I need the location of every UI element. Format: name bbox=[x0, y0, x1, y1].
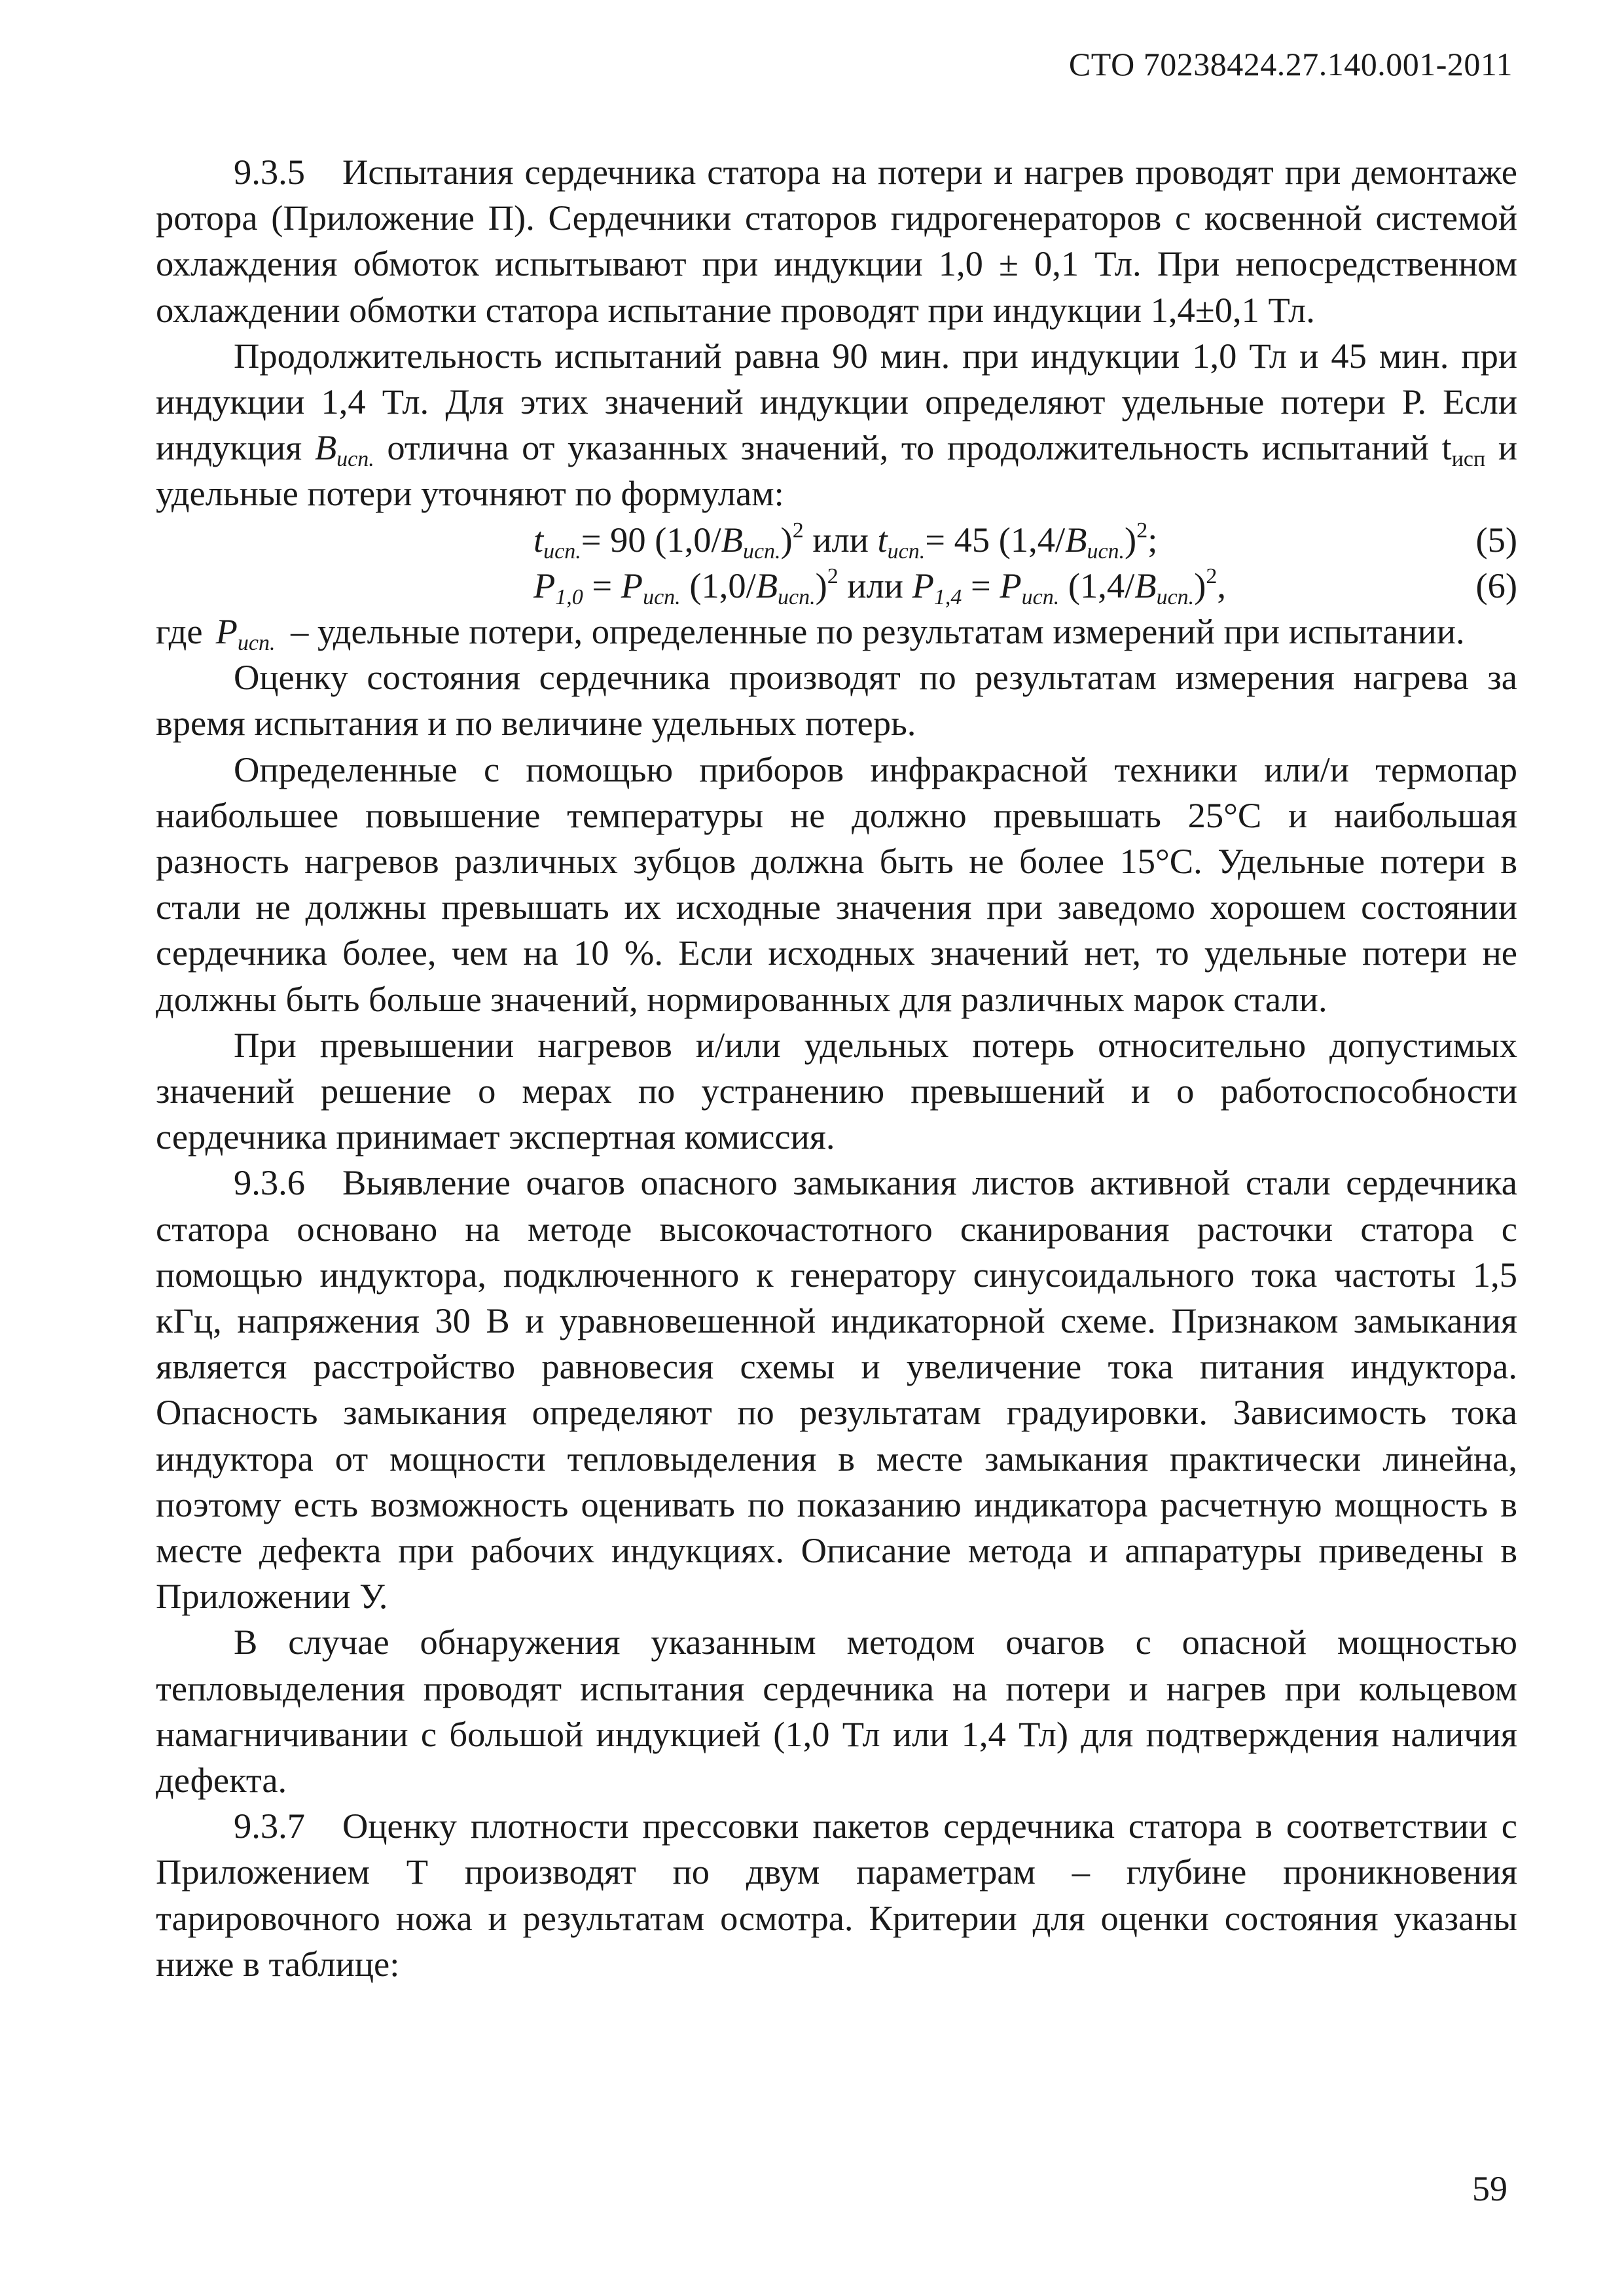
section-9-3-7 bbox=[156, 1803, 1517, 1987]
page-number: 59 bbox=[1472, 2169, 1507, 2208]
document-code: СТО 70238424.27.140.001-2011 bbox=[1068, 46, 1513, 82]
formula-5-expression: $t_{исп.}= 90$ $(1,0/B_{исп.})^2$ или $t_{исп.}= 45$ $(1,4/B_{исп.})^2$; bbox=[533, 518, 1158, 564]
section-text: Оценку плотности прессовки пакетов сердечника статора в соответствии с Приложением Т производят по двум параметрам – глубине проникновения тарировочного ножа и результатам осмотра. Критерии для оценки состояния указаны ниже в таблице: bbox=[156, 1806, 1517, 1984]
section-text: Выявление очагов опасного замыкания листов активной стали сердечника статора основано на методе высокочастотного сканирования расточки статора с помощью индуктора, подключенного к генератору синусоидального тока частоты 1,5 кГц, напряжения 30 В и уравновешенной индикаторной схеме. Признаком замыкания является расстройство равновесия схемы и увеличение тока питания индуктора. Опасность замыкания определяют по результатам градуировки. Зависимость тока индуктора от мощности тепловыделения в месте замыкания практически линейна, поэтому есть возможность оценивать по показанию индикатора расчетную мощность в месте дефекта при рабочих индукциях. Описание метода и аппаратуры приведены в Приложении У. bbox=[156, 1162, 1517, 1617]
section-number: 9.3.7 bbox=[234, 1806, 305, 1846]
formula-6-expression: $P_{1,0} = P_{исп.}$ $(1,0/B_{исп.})^2$ или $P_{1,4} = P_{исп.}$ $(1,4/B_{исп.})^2$, bbox=[533, 564, 1226, 609]
section-text: Испытания сердечника статора на потери и нагрев проводят при демонтаже ротора (Приложение П). Сердечники статоров гидрогенераторов с косвенной системой охлаждения обмоток испытывают при индукции 1,0 ± 0,1 Тл. При непосредственном охлаждении обмотки статора испытание проводят при индукции 1,4±0,1 Тл. bbox=[156, 152, 1517, 330]
section-number: 9.3.6 bbox=[234, 1162, 305, 1203]
equation-number-5: (5) bbox=[1475, 519, 1517, 560]
section-9-3-6 bbox=[156, 1160, 1517, 1619]
page-body bbox=[156, 149, 1517, 1987]
paragraph-assessment: Оценку состояния сердечника производят по результатам измерения нагрева за время испытания и по величине удельных потерь. bbox=[156, 657, 1517, 744]
formula-6 bbox=[156, 563, 1517, 609]
paragraph-expert-commission: При превышении нагревов и/или удельных потерь относительно допустимых значений решение о мерах по устранению превышений и о работоспособности сердечника принимает экспертная комиссия. bbox=[156, 1024, 1517, 1157]
paragraph-temperature-limits: Определенные с помощью приборов инфракрасной техники или/и термопар наибольшее повышение температуры не должно превышать 25°С и наибольшая разность нагревов различных зубцов должна быть не более 15°С. Удельные потери в стали не должны превышать их исходные значения при заведомо хорошем состоянии сердечника более, чем на 10 %. Если исходных значений нет, то удельные потери не должны быть больше значений, нормированных для различных марок стали. bbox=[156, 749, 1517, 1019]
symbol-b: B bbox=[314, 427, 337, 468]
where-clause: где $P_{исп.}$ – удельные потери, определенные по результатам измерений при испытании. bbox=[156, 611, 1465, 655]
formula-5 bbox=[156, 517, 1517, 563]
section-9-3-5 bbox=[156, 149, 1517, 333]
duration-paragraph: Продолжительность испытаний равна 90 мин. при индукции 1,0 Тл и 45 мин. при индукции 1,4 Тл. Для этих значений индукции определяют удельные потери Р. Если индукция $B_{исп.}$ отлична от указанных значений, то продолжительность испытаний $t_{исп}$ и удельные потери уточняют по формулам: bbox=[156, 335, 1517, 514]
equation-number-6: (6) bbox=[1475, 565, 1517, 605]
paragraph-defect-confirmation: В случае обнаружения указанным методом очагов с опасной мощностью тепловыделения проводят испытания сердечника на потери и нагрев при кольцевом намагничивании с большой индукцией (1,0 Тл или 1,4 Тл) для подтверждения наличия дефекта. bbox=[156, 1622, 1517, 1801]
section-number: 9.3.5 bbox=[234, 152, 305, 192]
